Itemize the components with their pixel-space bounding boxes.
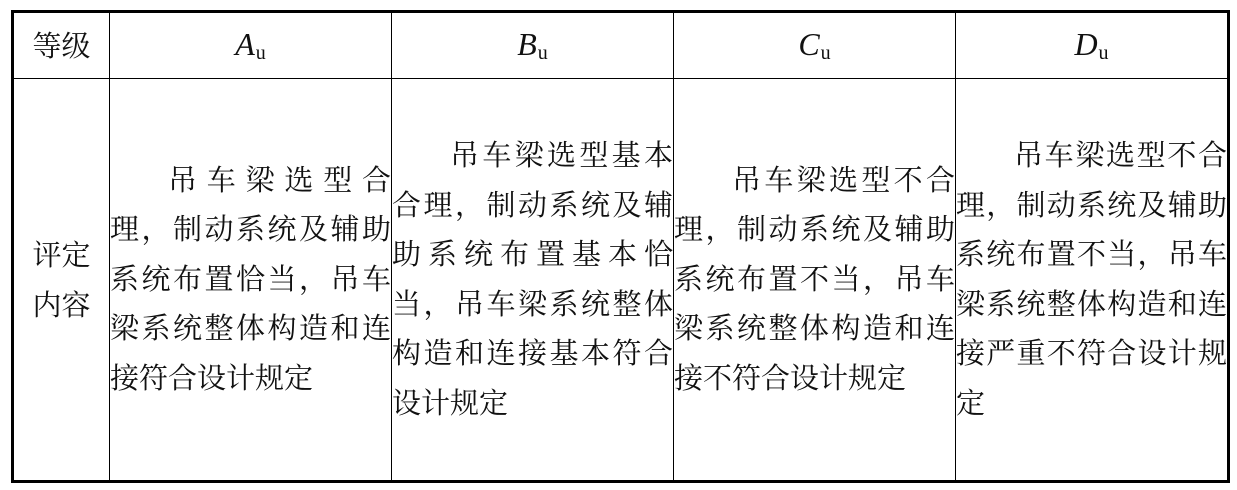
content-b-text: 吊车梁选型基本合理，制动系统及辅助系统布置基本恰当，吊车梁系统整体构造和连接基本符合设计规定: [392, 138, 673, 420]
level-d-sub: u: [1098, 42, 1109, 64]
level-a-cell: [110, 12, 392, 79]
row-label-cell: [13, 79, 110, 482]
content-a-text: 吊车梁选型合理，制动系统及辅助系统布置恰当，吊车梁系统整体构造和连接符合设计规定: [110, 162, 391, 395]
content-d-cell: [956, 79, 1229, 482]
level-d-cell: [956, 12, 1229, 79]
level-c-cell: [674, 12, 956, 79]
row-label: 评定内容: [32, 237, 91, 322]
level-b-cell: [392, 12, 674, 79]
level-a-main: A: [235, 26, 255, 62]
content-row: [13, 79, 1229, 482]
header-row: [13, 12, 1229, 79]
level-d-main: D: [1074, 26, 1098, 62]
content-c-text: 吊车梁选型不合理，制动系统及辅助系统布置不当，吊车梁系统整体构造和连接不符合设计规定: [674, 162, 955, 395]
content-d-text: 吊车梁选型不合理，制动系统及辅助系统布置不当，吊车梁系统整体构造和连接严重不符合设计规定: [956, 138, 1227, 420]
content-b-cell: [392, 79, 674, 482]
level-a-sub: u: [255, 42, 266, 64]
grade-table: [11, 10, 1230, 483]
content-a-cell: [110, 79, 392, 482]
level-c-sub: u: [820, 42, 831, 64]
header-label-cell: [13, 12, 110, 79]
level-b-main: B: [517, 26, 537, 62]
level-c-main: C: [798, 26, 820, 62]
content-c-cell: [674, 79, 956, 482]
header-label: 等级: [32, 28, 91, 63]
level-b-sub: u: [537, 42, 548, 64]
